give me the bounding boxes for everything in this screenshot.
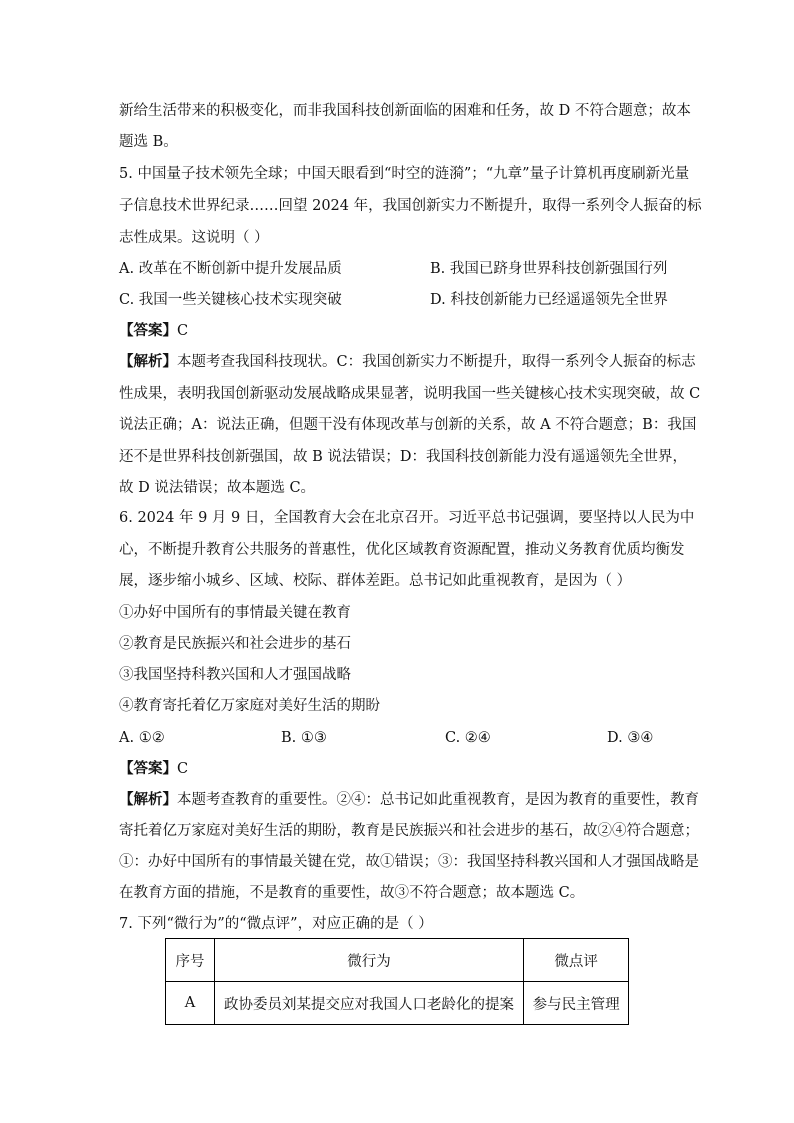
question-6-analysis-line: ①：办好中国所有的事情最关键在党，故①错误；③：我国坚持科教兴国和人才强国战略是 [119,854,699,870]
question-5-analysis-line [119,352,696,372]
question-6-item: ③我国坚持科教兴国和人才强国战略 [119,667,351,683]
question-5-analysis-line: 说法正确；A：说法正确，但题干没有体现改革与创新的关系，故 A 不符合题意；B：我国 [119,417,697,433]
question-5-option-a: A. 改革在不断创新中提升发展品质 [119,261,342,277]
answer-value: C [177,761,189,777]
question-5-analysis-line: 性成果，表明我国创新驱动发展战略成果显著，说明我国一些关键核心技术实现突破，故 C [119,386,701,402]
question-5-stem-line: 5. 中国量子技术领先全球；中国天眼看到“时空的涟漪”；“九章”量子计算机再度刷新光量 [119,166,690,182]
analysis-label: 【解析】 [119,353,177,370]
question-6-option-a: A. ①② [119,730,165,746]
question-6-item: ①办好中国所有的事情最关键在教育 [119,605,351,621]
table-cell: 参与民主管理 [524,982,629,1025]
question-7-stem: 7. 下列“微行为”的“微点评”，对应正确的是（ ） [119,916,433,932]
question-6-option-d: D. ③④ [607,730,654,746]
question-5-analysis-line: 故 D 说法错误；故本题选 C。 [119,480,316,496]
question-5-stem-line: 子信息技术世界纪录……回望 2024 年，我国创新实力不断提升，取得一系列令人振奋的标 [119,198,702,214]
question-6-analysis-line: 在教育方面的措施，不是教育的重要性，故③不符合题意；故本题选 C。 [119,885,585,901]
analysis-text: 本题考查教育的重要性。②④：总书记如此重视教育，是因为教育的重要性，教育 [177,792,699,808]
answer-label: 【答案】 [119,760,177,777]
answer-label: 【答案】 [119,322,177,339]
question-5-option-b: B. 我国已跻身世界科技创新强国行列 [430,261,668,277]
answer-value: C [177,323,189,339]
question-5-answer [119,321,188,341]
question-5-option-d: D. 科技创新能力已经遥遥领先全世界 [430,292,668,308]
question-7-table [165,938,629,1025]
question-6-item: ②教育是民族振兴和社会进步的基石 [119,636,351,652]
question-6-answer [119,759,188,779]
table-header-cell: 微行为 [214,939,523,982]
question-5-analysis-line: 还不是世界科技创新强国，故 B 说法错误；D：我国科技创新能力没有遥遥领先全世界， [119,449,687,465]
text-line: 题选 B。 [119,134,178,150]
question-6-stem-line: 6. 2024 年 9 月 9 日，全国教育大会在北京召开。习近平总书记强调，要坚持以人民为中 [119,510,695,526]
text-line: 新给生活带来的积极变化，而非我国科技创新面临的困难和任务，故 D 不符合题意；故本 [119,103,691,119]
table-header-row [166,939,629,982]
question-6-stem-line: 心，不断提升教育公共服务的普惠性，优化区域教育资源配置，推动义务教育优质均衡发 [119,542,685,558]
question-5-option-c: C. 我国一些关键核心技术实现突破 [119,292,342,308]
table-cell: 政协委员刘某提交应对我国人口老龄化的提案 [214,982,523,1025]
analysis-text: 本题考查我国科技现状。C：我国创新实力不断提升，取得一系列令人振奋的标志 [177,354,696,370]
table-header-cell: 微点评 [524,939,629,982]
question-6-option-b: B. ①③ [281,730,327,746]
analysis-label: 【解析】 [119,791,177,808]
question-6-item: ④教育寄托着亿万家庭对美好生活的期盼 [119,698,380,714]
question-6-analysis-line [119,790,699,810]
question-6-analysis-line: 寄托着亿万家庭对美好生活的期盼，教育是民族振兴和社会进步的基石，故②④符合题意； [119,823,699,839]
question-6-stem-line: 展，逐步缩小城乡、区域、校际、群体差距。总书记如此重视教育，是因为（ ） [119,573,632,589]
question-6-option-c: C. ②④ [445,730,491,746]
table-row [166,982,629,1025]
table-header-cell: 序号 [166,939,215,982]
question-5-stem-line: 志性成果。这说明（ ） [119,230,269,246]
table-cell: A [166,982,215,1025]
